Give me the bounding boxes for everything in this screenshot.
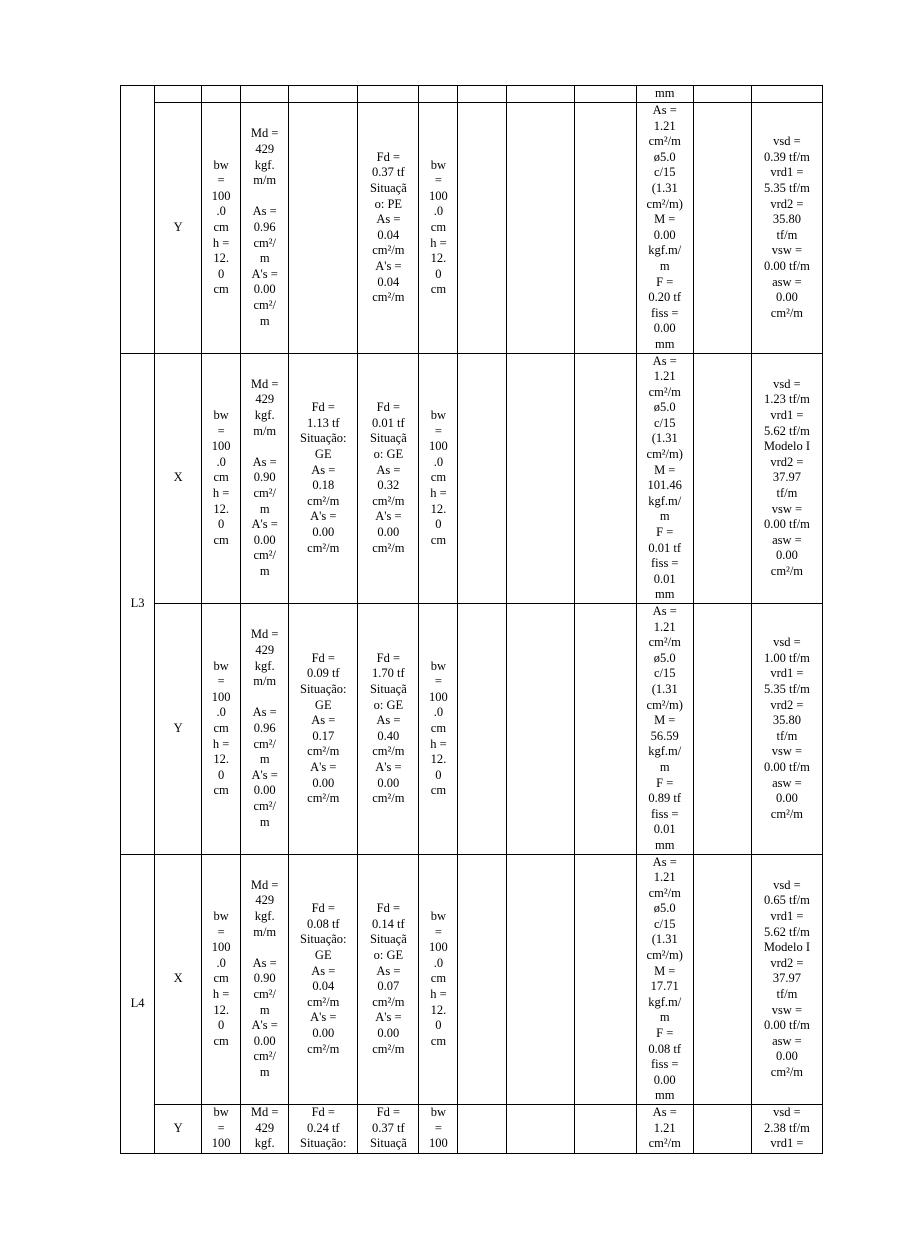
empty-cell	[458, 86, 506, 103]
empty-cell	[458, 353, 506, 604]
shear-cell: vsd = 1.00 tf/m vrd1 = 5.35 tf/m vrd2 = 35.80 tf/m vsw = 0.00 tf/m asw = 0.00 cm²/m	[751, 604, 822, 855]
section-cell: bw = 100 .0 cm h = 12. 0 cm	[202, 103, 241, 354]
moment-cell	[241, 86, 289, 103]
empty-cell	[693, 1105, 751, 1154]
section-cell	[202, 86, 241, 103]
empty-cell	[506, 854, 574, 1105]
table-row	[121, 353, 823, 604]
direction-cell	[155, 86, 202, 103]
table-row	[121, 1105, 823, 1154]
reinforcement-cell: As = 1.21 cm²/m ø5.0 c/15 (1.31 cm²/m) M = 17.71 kgf.m/ m F = 0.08 tf fiss = 0.00 mm	[636, 854, 693, 1105]
table-row	[121, 604, 823, 855]
table-row	[121, 103, 823, 354]
section-cell: bw = 100	[202, 1105, 241, 1154]
slab-cell: L3	[121, 353, 155, 854]
section-cell: bw = 100 .0 cm h = 12. 0 cm	[202, 353, 241, 604]
empty-cell	[693, 353, 751, 604]
reinforcement-cell: mm	[636, 86, 693, 103]
section-cell: bw = 100	[419, 1105, 458, 1154]
empty-cell	[506, 103, 574, 354]
force-cell: Fd = 1.13 tf Situação: GE As = 0.18 cm²/m A's = 0.00 cm²/m	[289, 353, 358, 604]
empty-cell	[574, 604, 636, 855]
reinforcement-cell: As = 1.21 cm²/m ø5.0 c/15 (1.31 cm²/m) M = 56.59 kgf.m/ m F = 0.89 tf fiss = 0.01 mm	[636, 604, 693, 855]
force-cell: Fd = 0.08 tf Situação: GE As = 0.04 cm²/m A's = 0.00 cm²/m	[289, 854, 358, 1105]
table-row	[121, 86, 823, 103]
section-cell	[419, 86, 458, 103]
moment-cell: Md = 429 kgf. m/m As = 0.96 cm²/ m A's = 0.00 cm²/ m	[241, 604, 289, 855]
reinforcement-cell: As = 1.21 cm²/m ø5.0 c/15 (1.31 cm²/m) M = 0.00 kgf.m/ m F = 0.20 tf fiss = 0.00 mm	[636, 103, 693, 354]
force-cell	[289, 86, 358, 103]
section-cell: bw = 100 .0 cm h = 12. 0 cm	[202, 854, 241, 1105]
force-cell: Fd = 0.01 tf Situaçã o: GE As = 0.32 cm²/m A's = 0.00 cm²/m	[358, 353, 419, 604]
force-cell	[289, 103, 358, 354]
reinforcement-cell: As = 1.21 cm²/m ø5.0 c/15 (1.31 cm²/m) M = 101.46 kgf.m/ m F = 0.01 tf fiss = 0.01 mm	[636, 353, 693, 604]
section-cell: bw = 100 .0 cm h = 12. 0 cm	[419, 854, 458, 1105]
direction-cell: Y	[155, 1105, 202, 1154]
slab-cell: L4	[121, 854, 155, 1154]
empty-cell	[693, 854, 751, 1105]
force-cell	[358, 86, 419, 103]
shear-cell: vsd = 1.23 tf/m vrd1 = 5.62 tf/m Modelo I vrd2 = 37.97 tf/m vsw = 0.00 tf/m asw = 0.00 cm²/m	[751, 353, 822, 604]
shear-cell: vsd = 0.39 tf/m vrd1 = 5.35 tf/m vrd2 = 35.80 tf/m vsw = 0.00 tf/m asw = 0.00 cm²/m	[751, 103, 822, 354]
empty-cell	[458, 604, 506, 855]
shear-cell: vsd = 0.65 tf/m vrd1 = 5.62 tf/m Modelo I vrd2 = 37.97 tf/m vsw = 0.00 tf/m asw = 0.00 cm²/m	[751, 854, 822, 1105]
force-cell: Fd = 1.70 tf Situaçã o: GE As = 0.40 cm²/m A's = 0.00 cm²/m	[358, 604, 419, 855]
slab-cell	[121, 86, 155, 354]
slab-results-table	[120, 85, 823, 1154]
empty-cell	[693, 103, 751, 354]
moment-cell: Md = 429 kgf. m/m As = 0.90 cm²/ m A's = 0.00 cm²/ m	[241, 854, 289, 1105]
section-cell: bw = 100 .0 cm h = 12. 0 cm	[419, 103, 458, 354]
shear-cell	[751, 86, 822, 103]
section-cell: bw = 100 .0 cm h = 12. 0 cm	[202, 604, 241, 855]
empty-cell	[693, 604, 751, 855]
empty-cell	[458, 103, 506, 354]
reinforcement-cell: As = 1.21 cm²/m	[636, 1105, 693, 1154]
direction-cell: X	[155, 353, 202, 604]
force-cell: Fd = 0.37 tf Situaçã	[358, 1105, 419, 1154]
direction-cell: Y	[155, 604, 202, 855]
shear-cell: vsd = 2.38 tf/m vrd1 =	[751, 1105, 822, 1154]
direction-cell: X	[155, 854, 202, 1105]
table-row	[121, 854, 823, 1105]
section-cell: bw = 100 .0 cm h = 12. 0 cm	[419, 604, 458, 855]
force-cell: Fd = 0.09 tf Situação: GE As = 0.17 cm²/m A's = 0.00 cm²/m	[289, 604, 358, 855]
moment-cell: Md = 429 kgf.	[241, 1105, 289, 1154]
empty-cell	[574, 353, 636, 604]
empty-cell	[574, 1105, 636, 1154]
moment-cell: Md = 429 kgf. m/m As = 0.96 cm²/ m A's = 0.00 cm²/ m	[241, 103, 289, 354]
empty-cell	[506, 604, 574, 855]
empty-cell	[506, 1105, 574, 1154]
empty-cell	[574, 86, 636, 103]
empty-cell	[693, 86, 751, 103]
moment-cell: Md = 429 kgf. m/m As = 0.90 cm²/ m A's = 0.00 cm²/ m	[241, 353, 289, 604]
empty-cell	[506, 353, 574, 604]
empty-cell	[458, 854, 506, 1105]
section-cell: bw = 100 .0 cm h = 12. 0 cm	[419, 353, 458, 604]
empty-cell	[458, 1105, 506, 1154]
force-cell: Fd = 0.24 tf Situação:	[289, 1105, 358, 1154]
empty-cell	[506, 86, 574, 103]
force-cell: Fd = 0.37 tf Situaçã o: PE As = 0.04 cm²/m A's = 0.04 cm²/m	[358, 103, 419, 354]
direction-cell: Y	[155, 103, 202, 354]
empty-cell	[574, 854, 636, 1105]
empty-cell	[574, 103, 636, 354]
force-cell: Fd = 0.14 tf Situaçã o: GE As = 0.07 cm²/m A's = 0.00 cm²/m	[358, 854, 419, 1105]
